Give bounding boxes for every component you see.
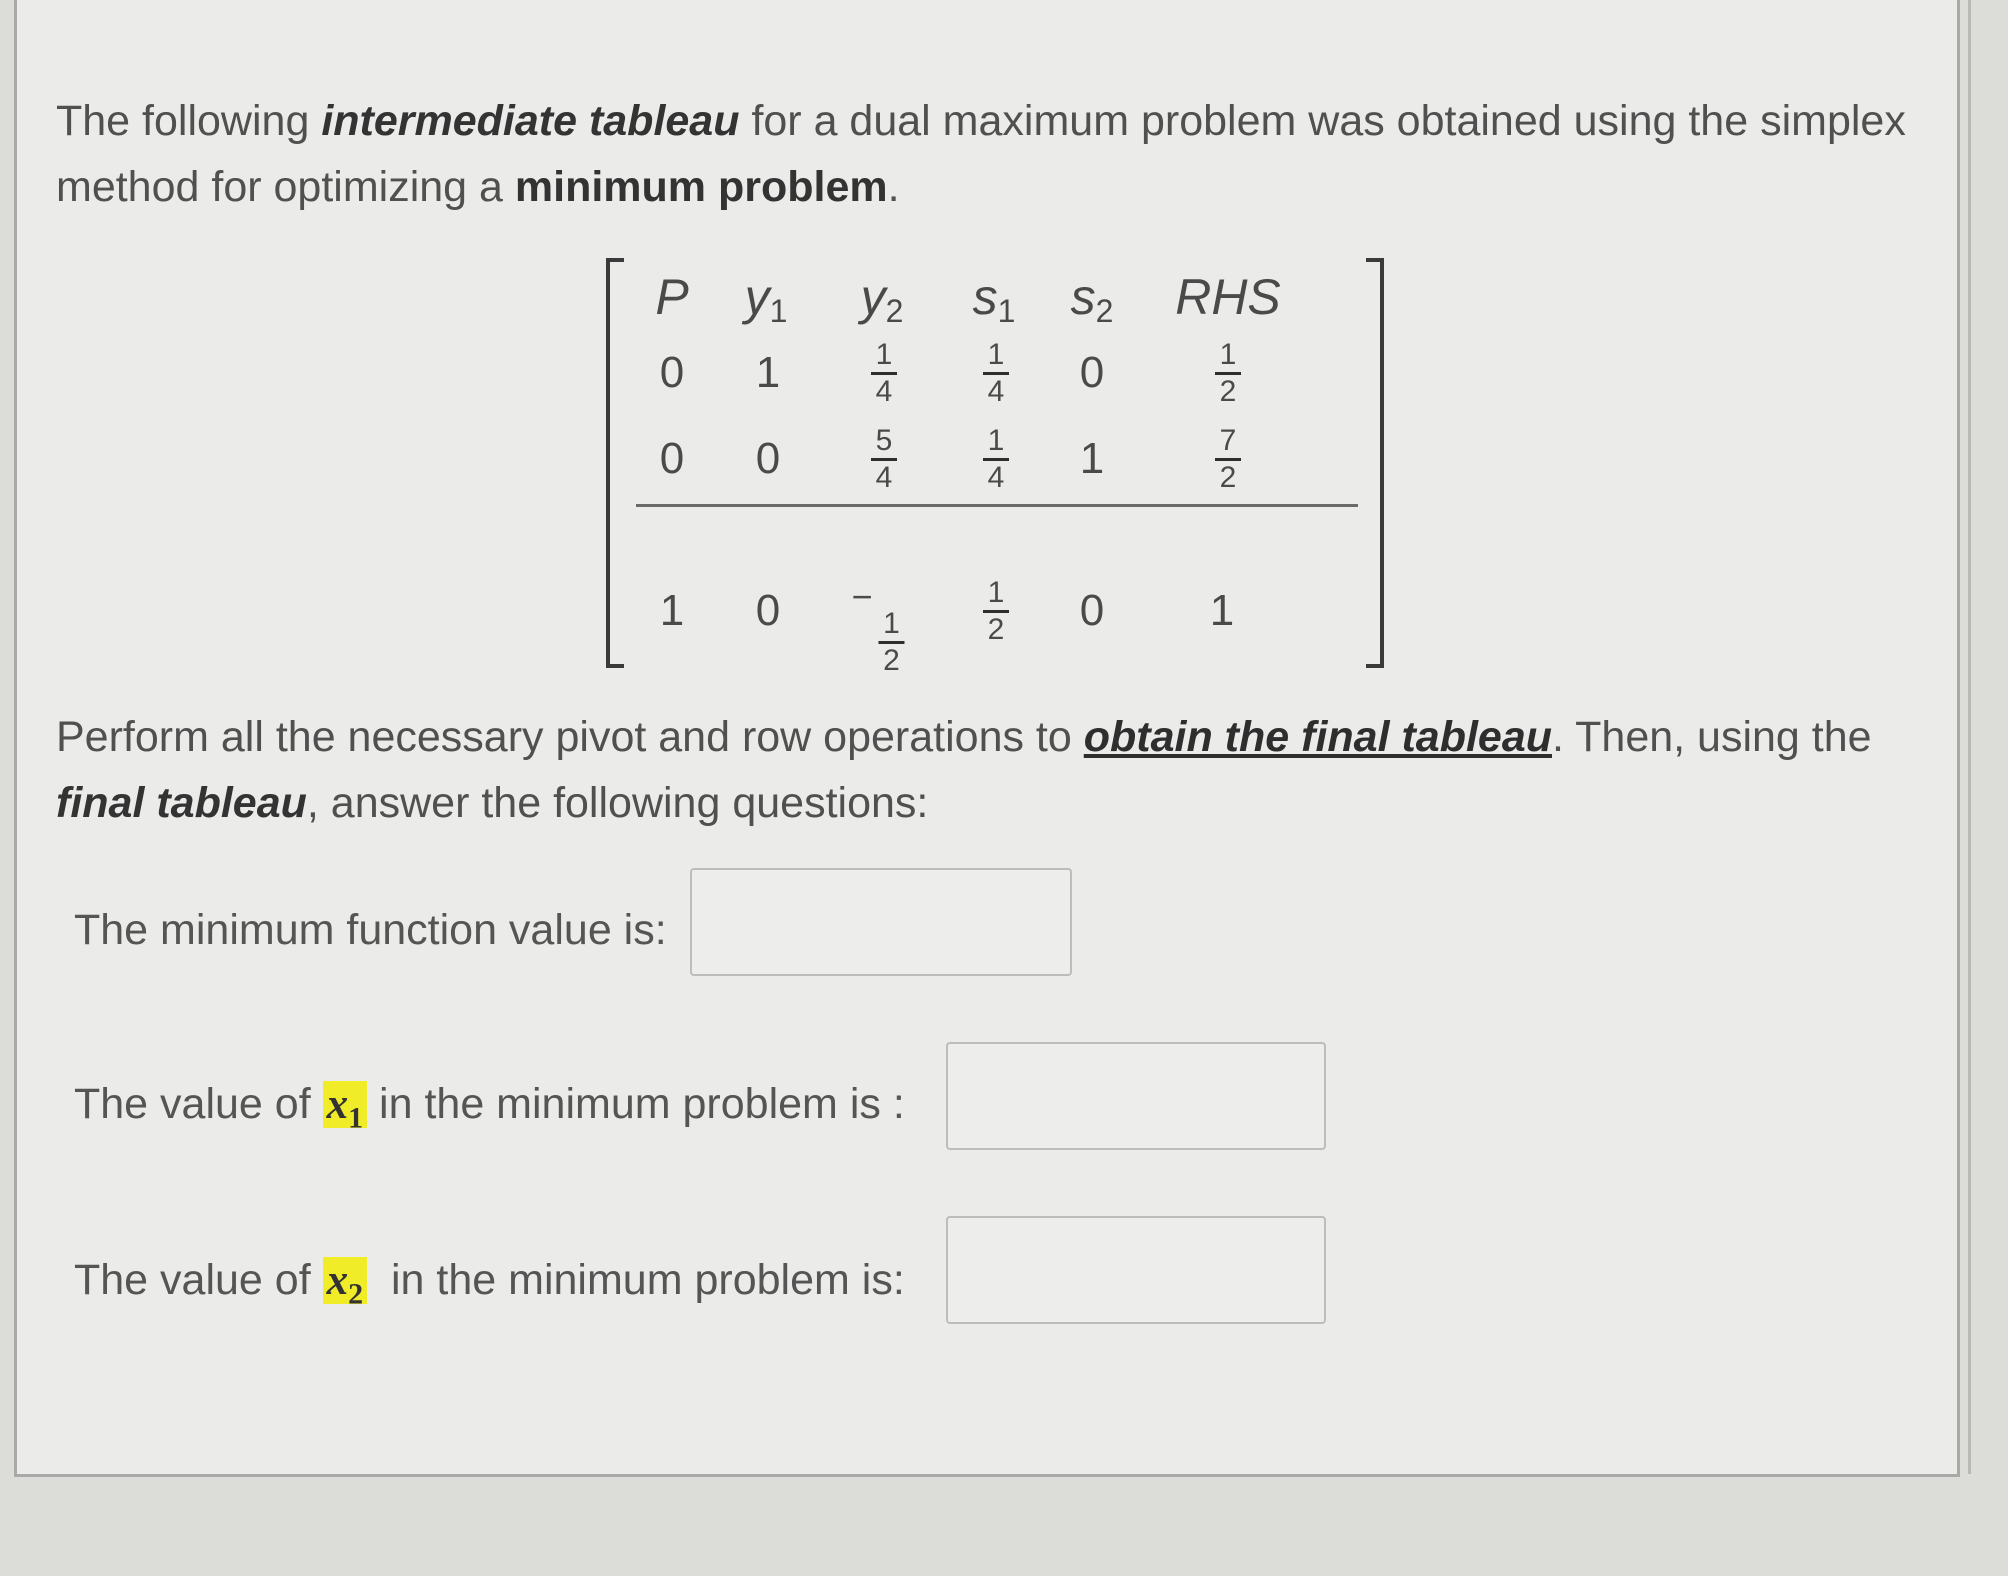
intro-part3: . — [887, 163, 900, 211]
intro-bold-minimum: minimum problem — [514, 163, 888, 211]
x1-highlight: $x_1$ — [323, 1081, 368, 1128]
x2-highlight: $x_2$ — [323, 1257, 368, 1304]
instr-part3: , answer the following questions: — [306, 779, 929, 827]
r2-c5: 1 — [1079, 434, 1105, 483]
tableau-divider — [636, 504, 1358, 507]
instructions-text — [56, 704, 1936, 836]
card-edge — [1968, 0, 1971, 1474]
q3-label: The value of $x_2$ in the minimum problem is: — [74, 1256, 905, 1311]
q2-label: The value of $x_1$ in the minimum problem is : — [74, 1080, 905, 1135]
r1-c2: 1 — [755, 348, 781, 397]
instr-link-final-tableau: obtain the final tableau — [1083, 713, 1553, 761]
x1-value-input[interactable] — [946, 1042, 1326, 1150]
r2-c1: 0 — [659, 434, 685, 483]
r1-c4: $\frac{1}{4}$ — [983, 338, 1009, 409]
header-y2: $y_2$ — [860, 269, 904, 329]
r2-c6: $\frac{7}{2}$ — [1215, 424, 1241, 495]
r2-c2: 0 — [755, 434, 781, 483]
r2-c3: $\frac{5}{4}$ — [871, 424, 897, 495]
header-p: P — [655, 269, 689, 325]
left-bracket — [606, 258, 624, 668]
intro-part2: for a dual maximum problem was obtained using the simplex method for optimizing a — [56, 97, 1906, 211]
simplex-tableau — [606, 258, 1386, 677]
r1-c6: $\frac{1}{2}$ — [1215, 338, 1241, 409]
header-y1: $y_1$ — [744, 269, 788, 329]
r2-c4: $\frac{1}{4}$ — [983, 424, 1009, 495]
intro-bold-intermediate: intermediate tableau — [321, 97, 740, 145]
instr-bold-final-tableau: final tableau — [56, 779, 307, 827]
r1-c1: 0 — [659, 348, 685, 397]
r3-c3: − $\frac{1}{2}$ — [851, 576, 904, 678]
r3-c1: 1 — [659, 586, 685, 635]
header-rhs: RHS — [1175, 269, 1281, 325]
header-s1: $s_1$ — [972, 269, 1016, 329]
r1-c3: $\frac{1}{4}$ — [871, 338, 897, 409]
r3-c4: $\frac{1}{2}$ — [983, 576, 1009, 647]
minimum-value-input[interactable] — [690, 868, 1072, 976]
right-bracket — [1366, 258, 1384, 668]
instr-part1: Perform all the necessary pivot and row operations to — [56, 713, 1084, 761]
instr-part2: . Then, using the — [1552, 713, 1872, 761]
intro-text — [56, 88, 1936, 220]
intro-part1: The following — [56, 97, 322, 145]
r3-c2: 0 — [755, 586, 781, 635]
r1-c5: 0 — [1079, 348, 1105, 397]
r3-c6: 1 — [1209, 586, 1235, 635]
q1-label: The minimum function value is: — [74, 906, 667, 954]
header-s2: $s_2$ — [1070, 269, 1114, 329]
r3-c5: 0 — [1079, 586, 1105, 635]
x2-value-input[interactable] — [946, 1216, 1326, 1324]
